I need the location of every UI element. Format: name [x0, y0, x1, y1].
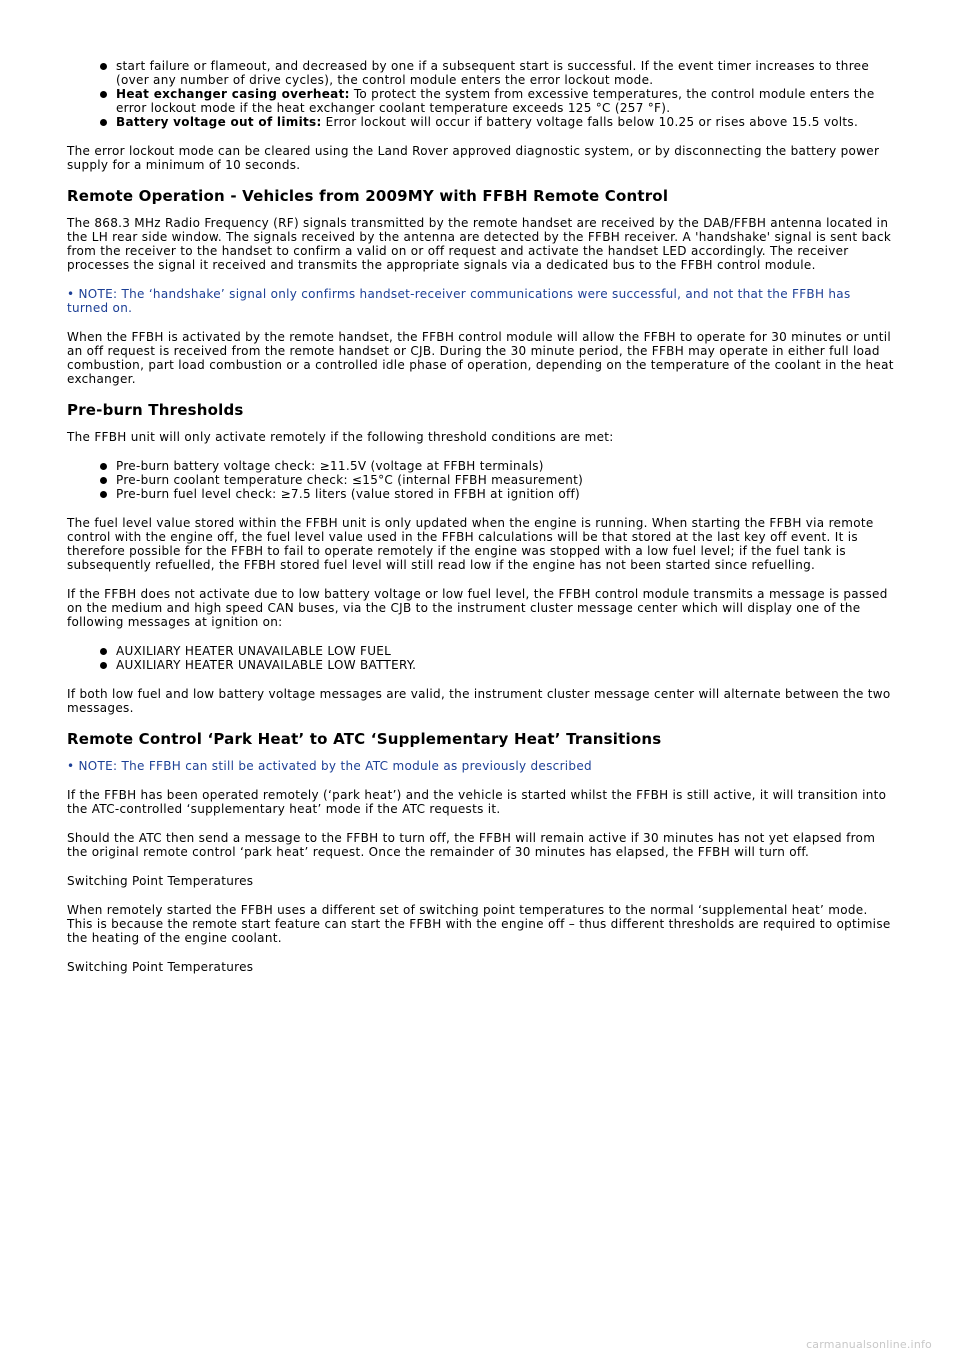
remote-operation-heading: Remote Operation - Vehicles from 2009MY with FFBH Remote Control: [67, 187, 669, 205]
transition-paragraph-2: Should the ATC then send a message to the FFBH to turn off, the FFBH will remain active if 30 minutes has not yet elapsed from the original remote control ‘park heat’ request. Once the remainder of 30 minutes has elapsed, the FFBH will turn off.: [67, 831, 876, 859]
remote-activation-paragraph: When the FFBH is activated by the remote handset, the FFBH control module will allow the FFBH to operate for 30 minutes or until an off request is received from the remote handset or CJB. During the 30 minute period, the FFBH may operate in either full load combustion, part load combustion or a controlled idle phase of operation, depending on the temperature of the coolant in the heat exchanger.: [67, 330, 894, 386]
list-item-text: start failure or flameout, and decreased by one if a subsequent start is successful. If the event timer increases to three (over any number of drive cycles), the control module enters the error lockout mode.: [116, 59, 870, 87]
watermark: carmanualsonline.info: [806, 1338, 932, 1351]
list-item: AUXILIARY HEATER UNAVAILABLE LOW FUEL: [67, 644, 895, 658]
preburn-intro-paragraph: The FFBH unit will only activate remotely if the following threshold conditions are met:: [67, 430, 614, 444]
alternate-paragraph: If both low fuel and low battery voltage messages are valid, the instrument cluster message center will alternate between the two messages.: [67, 687, 891, 715]
switching-point-paragraph: When remotely started the FFBH uses a different set of switching point temperatures to the normal ‘supplemental heat’ mode. This is because the remote start feature can start the FFBH with the engine off – thus different thresholds are required to optimise the heating of the engine coolant.: [67, 903, 891, 945]
list-item: Pre-burn coolant temperature check: ≤15°C (internal FFBH measurement): [67, 473, 895, 487]
not-activate-paragraph: If the FFBH does not activate due to low battery voltage or low fuel level, the FFBH control module transmits a message is passed on the medium and high speed CAN buses, via the CJB to the instrument cluster message center which will display one of the following messages at ignition on:: [67, 587, 888, 629]
list-item: Pre-burn battery voltage check: ≥11.5V (voltage at FFBH terminals): [67, 459, 895, 473]
list-item-title: Heat exchanger casing overheat:: [116, 87, 350, 101]
preburn-list: [67, 459, 895, 501]
list-item-text: Error lockout will occur if battery voltage falls below 10.25 or rises above 15.5 volts.: [321, 115, 859, 129]
atc-note: • NOTE: The FFBH can still be activated by the ATC module as previously described: [67, 759, 592, 773]
preburn-heading: Pre-burn Thresholds: [67, 401, 244, 419]
list-item: AUXILIARY HEATER UNAVAILABLE LOW BATTERY.: [67, 658, 895, 672]
list-item: [67, 59, 895, 87]
remote-rf-paragraph: The 868.3 MHz Radio Frequency (RF) signals transmitted by the remote handset are received by the DAB/FFBH antenna located in the LH rear side window. The signals received by the antenna are detected by the FFBH receiver. A 'handshake' signal is sent back from the receiver to the handset to confirm a valid on or off request and activate the handset LED accordingly. The receiver processes the signal it received and transmits the appropriate signals via a dedicated bus to the FFBH control module.: [67, 216, 892, 272]
error-lockout-list: [67, 59, 895, 129]
list-item-text: To protect the system from excessive temperatures, the control module enters the error lockout mode if the heat exchanger coolant temperature exceeds 125 °C (257 °F).: [116, 87, 875, 115]
list-item: Pre-burn fuel level check: ≥7.5 liters (value stored in FFBH at ignition off): [67, 487, 895, 501]
switching-point-label-2: Switching Point Temperatures: [67, 960, 254, 974]
document-body: [67, 59, 895, 989]
list-item-title: Battery voltage out of limits:: [116, 115, 322, 129]
transitions-heading: Remote Control ‘Park Heat’ to ATC ‘Supplementary Heat’ Transitions: [67, 730, 662, 748]
messages-list: [67, 644, 895, 672]
list-item: [67, 115, 895, 129]
fuel-level-paragraph: The fuel level value stored within the FFBH unit is only updated when the engine is running. When starting the FFBH via remote control with the engine off, the fuel level value used in the FFBH calculations will be that stored at the last key off event. It is therefore possible for the FFBH to fail to operate remotely if the engine was stopped with a low fuel level; if the fuel tank is subsequently refuelled, the FFBH stored fuel level will still read low if the engine has not been started since refuelling.: [67, 516, 874, 572]
switching-point-label-1: Switching Point Temperatures: [67, 874, 254, 888]
transition-paragraph-1: If the FFBH has been operated remotely (‘park heat’) and the vehicle is started whilst the FFBH is still active, it will transition into the ATC-controlled ‘supplementary heat’ mode if the ATC requests it.: [67, 788, 887, 816]
list-item: [67, 87, 895, 115]
error-clear-paragraph: The error lockout mode can be cleared using the Land Rover approved diagnostic system, or by disconnecting the battery power supply for a minimum of 10 seconds.: [67, 144, 880, 172]
handshake-note: • NOTE: The ‘handshake’ signal only confirms handset-receiver communications were successful, and not that the FFBH has turned on.: [67, 287, 851, 315]
